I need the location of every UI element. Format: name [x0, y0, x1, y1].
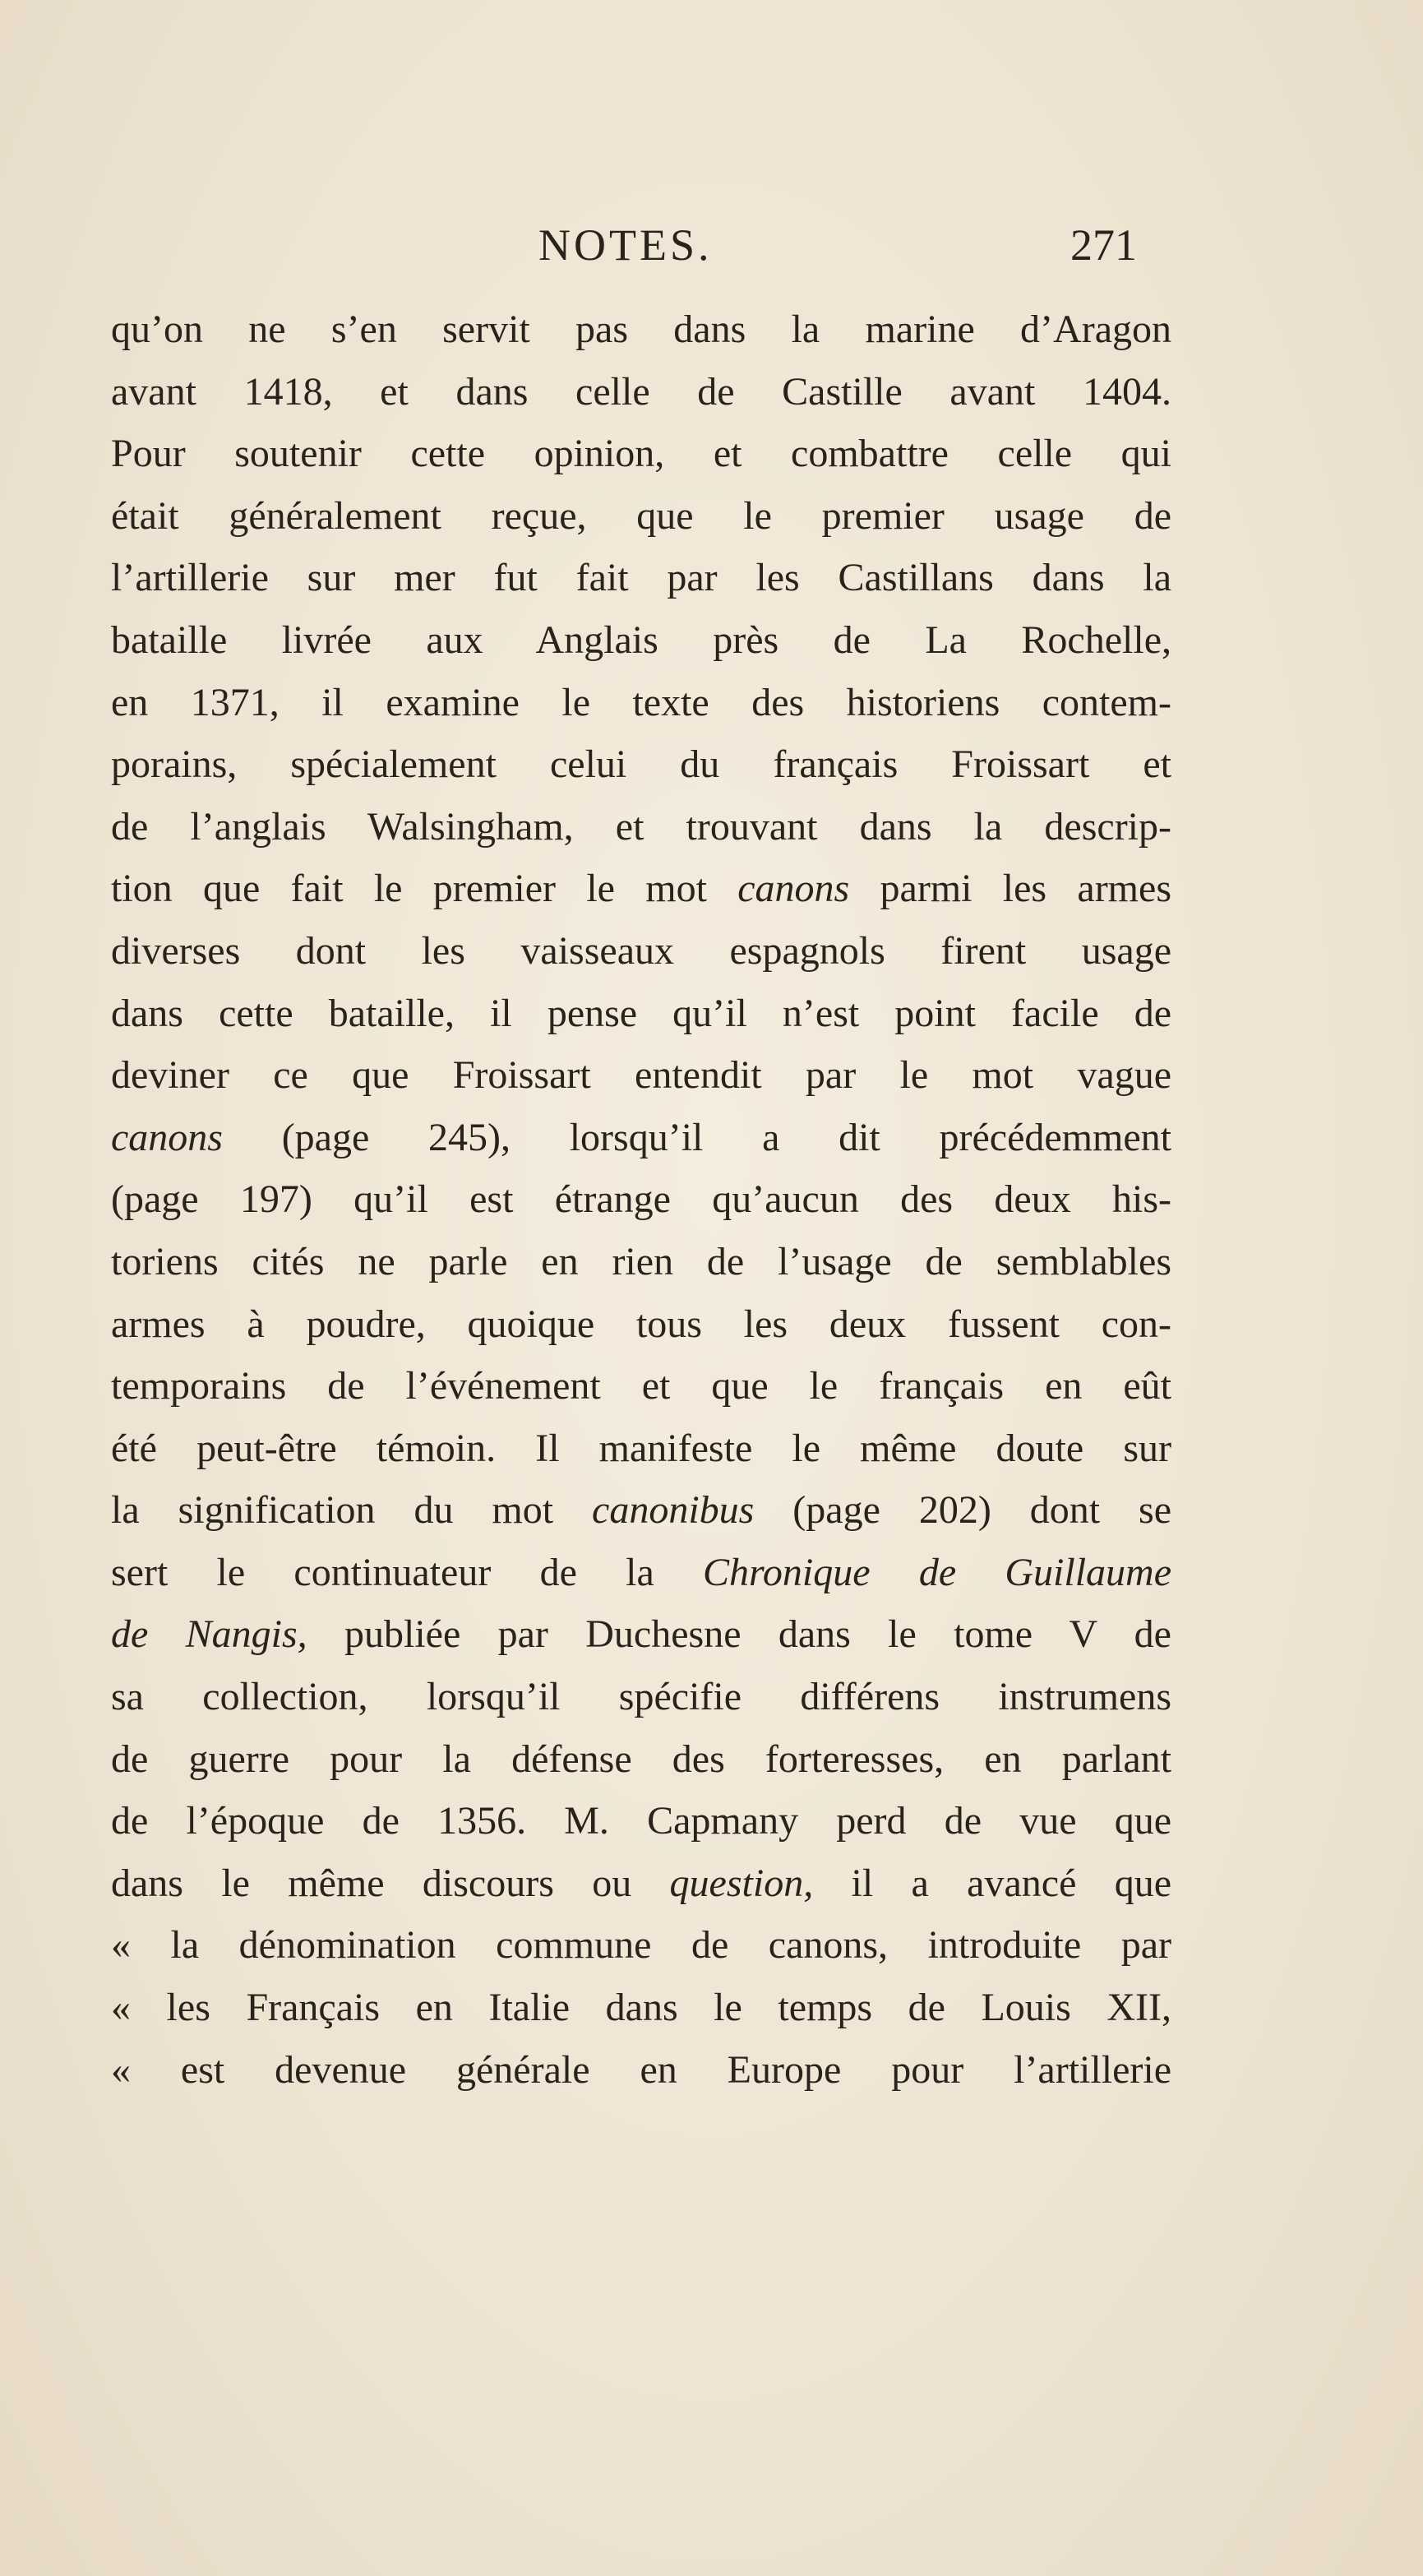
- text-segment: qu’on ne s’en servit pas dans la marine d’Aragon: [111, 308, 1171, 351]
- text-segment: diverses dont les vaisseaux espagnols firent usage: [111, 928, 1171, 973]
- page-number: 271: [1070, 220, 1137, 270]
- text-line: [111, 983, 1171, 1045]
- running-title: NOTES.: [538, 220, 713, 270]
- text-line: [111, 423, 1171, 485]
- text-line: [111, 1852, 1171, 1915]
- text-line: [111, 2039, 1171, 2102]
- text-segment: porains, spécialement celui du français Froissart et: [111, 742, 1171, 787]
- text-segment: était généralement reçue, que le premier usage de: [111, 493, 1171, 538]
- text-segment: sa collection, lorsqu’il spécifie différens instrumens: [111, 1675, 1171, 1719]
- text-line: [111, 1479, 1171, 1542]
- italic-text: Chronique de Guillaume: [703, 1550, 1171, 1594]
- text-segment: de guerre pour la défense des forteresses, en parlant: [111, 1737, 1171, 1781]
- text-line: [111, 298, 1171, 361]
- text-line: [111, 1666, 1171, 1728]
- text-line: [111, 1603, 1171, 1666]
- text-segment: deviner ce que Froissart entendit par le mot vague: [111, 1053, 1171, 1098]
- text-line: [111, 1107, 1171, 1169]
- text-segment: armes à poudre, quoique tous les deux fussent con-: [111, 1302, 1171, 1346]
- text-segment: de l’anglais Walsingham, et trouvant dans la descrip-: [111, 804, 1171, 849]
- text-segment: « la dénomination commune de canons, introduite par: [111, 1923, 1171, 1968]
- text-line: [111, 796, 1171, 858]
- italic-text: canons: [111, 1115, 223, 1159]
- text-line: [111, 485, 1171, 548]
- text-segment: temporains de l’événement et que le français en eût: [111, 1364, 1171, 1408]
- italic-text: de Nangis,: [111, 1612, 307, 1657]
- text-segment: tion que fait le premier le mot: [111, 867, 738, 911]
- text-segment: parmi les armes: [849, 867, 1171, 911]
- text-line: [111, 1542, 1171, 1604]
- text-line: [111, 1293, 1171, 1356]
- text-line: [111, 920, 1171, 983]
- text-line: [111, 1168, 1171, 1231]
- text-line: [111, 361, 1171, 423]
- text-line: [111, 1355, 1171, 1417]
- text-segment: toriens cités ne parle en rien de l’usage de semblables: [111, 1239, 1171, 1283]
- text-segment: avant 1418, et dans celle de Castille avant 1404.: [111, 369, 1171, 414]
- text-segment: (page 202) dont se: [754, 1488, 1171, 1533]
- text-line: [111, 609, 1171, 672]
- text-segment: « est devenue générale en Europe pour l’artillerie: [111, 2047, 1171, 2092]
- text-segment: été peut-être témoin. Il manifeste le même doute sur: [111, 1426, 1171, 1470]
- italic-text: question,: [669, 1861, 814, 1905]
- italic-text: canonibus: [592, 1488, 755, 1533]
- text-segment: (page 197) qu’il est étrange qu’aucun des deux his-: [111, 1177, 1171, 1222]
- text-segment: Pour soutenir cette opinion, et combattre celle qui: [111, 432, 1171, 476]
- text-segment: il a avancé que: [813, 1861, 1171, 1905]
- body-text: [111, 298, 1171, 2101]
- text-segment: sert le continuateur de la: [111, 1550, 704, 1594]
- text-segment: de l’époque de 1356. M. Capmany perd de vue que: [111, 1799, 1171, 1843]
- text-line: [111, 672, 1171, 734]
- page-header: [0, 212, 1423, 278]
- text-segment: l’artillerie sur mer fut fait par les Castillans dans la: [111, 556, 1171, 600]
- text-line: [111, 1044, 1171, 1107]
- text-line: [111, 1914, 1171, 1977]
- text-segment: dans le même discours ou: [111, 1861, 670, 1905]
- text-segment: dans cette bataille, il pense qu’il n’est point facile de: [111, 991, 1171, 1035]
- text-line: [111, 1790, 1171, 1852]
- text-segment: bataille livrée aux Anglais près de La Rochelle,: [111, 617, 1171, 662]
- text-segment: (page 245), lorsqu’il a dit précédemment: [222, 1115, 1171, 1159]
- text-line: [111, 1728, 1171, 1791]
- italic-text: canons: [737, 867, 850, 911]
- text-line: [111, 1977, 1171, 2039]
- text-line: [111, 1417, 1171, 1480]
- text-line: [111, 858, 1171, 920]
- text-segment: la signification du mot: [111, 1488, 593, 1533]
- text-line: [111, 547, 1171, 609]
- text-segment: « les Français en Italie dans le temps de Louis XII,: [111, 1986, 1171, 2030]
- text-line: [111, 733, 1171, 796]
- text-line: [111, 1231, 1171, 1293]
- text-segment: publiée par Duchesne dans le tome V de: [307, 1612, 1171, 1657]
- text-segment: en 1371, il examine le texte des historiens contem-: [111, 680, 1171, 724]
